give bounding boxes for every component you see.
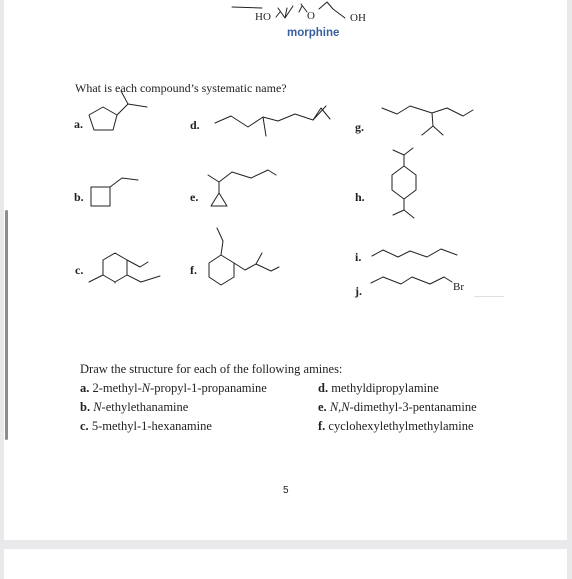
structure-b [91, 178, 138, 206]
label-g: g. [355, 120, 364, 134]
structure-j [371, 277, 452, 284]
structure-h [392, 148, 416, 218]
structure-f [209, 228, 279, 285]
amine-item-e: e. N,N-dimethyl-3-pentanamine [318, 400, 477, 414]
structure-e [208, 170, 276, 206]
structure-d [215, 106, 330, 136]
morphine-fragment [232, 2, 345, 18]
label-j: j. [355, 284, 362, 298]
label-c: c. [75, 263, 84, 277]
label-f: f. [190, 263, 197, 277]
question-2-prompt: Draw the structure for each of the following amines: [80, 362, 343, 376]
structure-c [89, 253, 160, 283]
label-e: e. [190, 190, 199, 204]
label-d: d. [190, 118, 200, 132]
amine-item-a: a. 2-methyl-N-propyl-1-propanamine [80, 381, 267, 395]
question-1-prompt: What is each compound’s systematic name? [75, 81, 287, 95]
amine-item-d: d. methyldipropylamine [318, 381, 439, 395]
structure-a [89, 91, 147, 130]
label-b: b. [74, 190, 84, 204]
structure-i [372, 249, 457, 257]
molecule-caption: morphine [287, 27, 340, 39]
atom-o: O [307, 10, 315, 22]
page-number: 5 [283, 485, 289, 496]
amine-item-c: c. 5-methyl-1-hexanamine [80, 419, 212, 433]
label-h: h. [355, 190, 365, 204]
amine-item-b: b. N-ethylethanamine [80, 400, 189, 414]
atom-oh: OH [350, 12, 366, 24]
label-a: a. [74, 117, 83, 131]
amine-item-f: f. cyclohexylethylmethylamine [318, 419, 474, 433]
structure-g [382, 106, 473, 135]
atom-br: Br [453, 281, 464, 293]
label-i: i. [355, 250, 362, 264]
atom-ho: HO [255, 11, 271, 23]
